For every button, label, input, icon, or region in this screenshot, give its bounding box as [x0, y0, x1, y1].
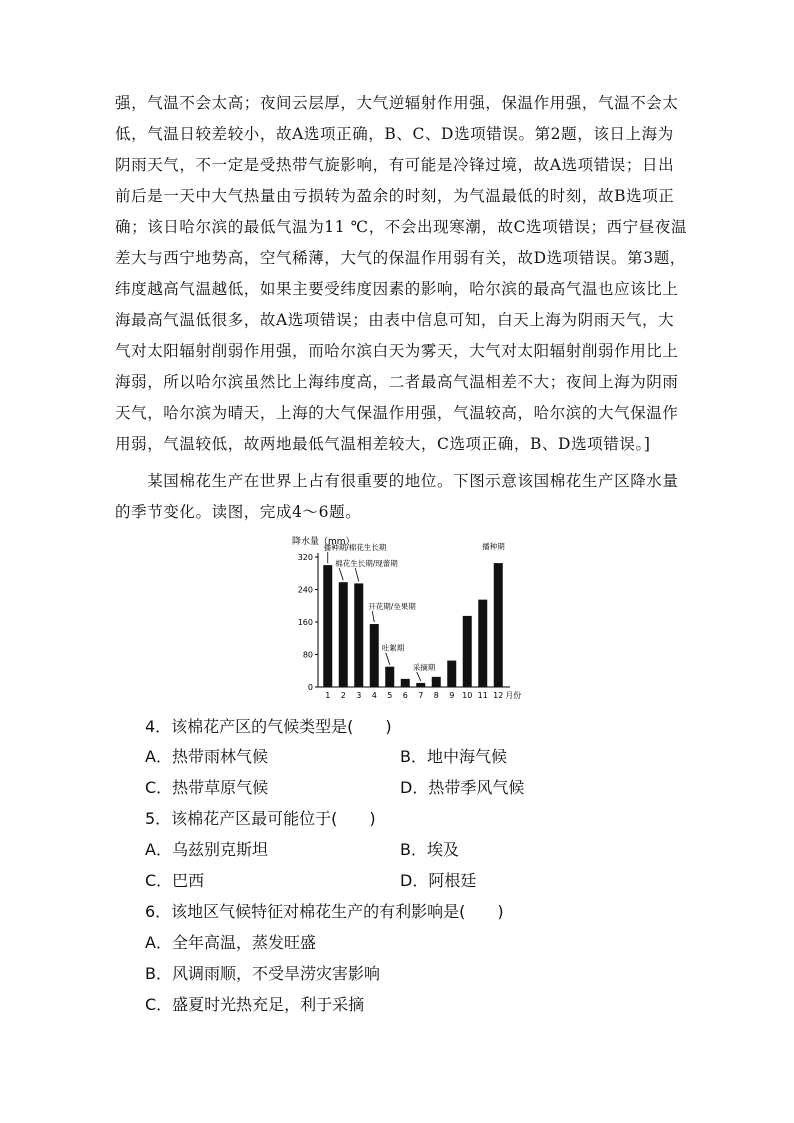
- x-tick-label: 9: [449, 691, 455, 700]
- text-line: 确；该日哈尔滨的最低气温为11 ℃，不会出现寒潮，故C选项错误；西宁昼夜温: [115, 218, 688, 236]
- annotation-arrow: [339, 568, 343, 580]
- x-tick-label: 6: [402, 691, 408, 700]
- precipitation-chart: [280, 532, 540, 704]
- text-line: 用弱，气温较低，故两地最低气温相差较大，C选项正确，B、D选项错误。]: [115, 435, 651, 453]
- annotation-label: 播种期/棉花生长期: [323, 543, 387, 553]
- q5-option-a[interactable]: A．乌兹别克斯坦: [145, 840, 268, 859]
- bar-month-7: [416, 683, 425, 687]
- q5-option-d[interactable]: D．阿根廷: [400, 871, 477, 890]
- q5-option-b[interactable]: B．埃及: [400, 840, 459, 859]
- x-tick-label: 7: [418, 691, 424, 700]
- annotation-label: 吐絮期: [381, 643, 405, 653]
- bar-month-4: [370, 624, 379, 687]
- q4-stem: 4．该棉花产区的气候类型是( ): [145, 717, 392, 736]
- annotation-arrow: [386, 653, 390, 665]
- x-axis-title: 月份: [505, 691, 522, 700]
- y-tick-label: 80: [302, 650, 313, 660]
- y-tick-label: 320: [297, 553, 313, 562]
- text-line: 差大与西宁地势高，空气稀薄，大气的保温作用弱有关，故D选项错误。第3题，: [115, 249, 686, 267]
- q5-option-c[interactable]: C．巴西: [145, 871, 205, 890]
- x-tick-label: 5: [387, 691, 393, 700]
- text-line: 纬度越高气温越低，如果主要受纬度因素的影响，哈尔滨的最高气温也应该比上: [115, 280, 679, 298]
- explanation-paragraph: [115, 88, 688, 460]
- y-tick-label: 240: [297, 585, 313, 595]
- text-line: 低，气温日较差较小，故A选项正确，B、C、D选项错误。第2题，该日上海为: [115, 125, 674, 143]
- q4-option-a[interactable]: A．热带雨林气候: [145, 747, 268, 766]
- bar-month-10: [463, 616, 472, 687]
- text-line: 海弱，所以哈尔滨虽然比上海纬度高，二者最高气温相差不大；夜间上海为阴雨: [115, 373, 679, 391]
- x-tick-label: 3: [356, 691, 362, 700]
- y-tick-label: 0: [307, 683, 313, 692]
- bar-month-6: [401, 679, 410, 687]
- x-tick-label: 2: [340, 691, 346, 700]
- bar-month-11: [478, 600, 487, 687]
- q6-option-b[interactable]: B．风调雨顺，不受旱涝灾害影响: [145, 964, 380, 983]
- text-line: 气对太阳辐射削弱作用强，而哈尔滨白天为雾天，大气对太阳辐射削弱作用比上: [115, 342, 679, 360]
- text-line: 的季节变化。读图，完成4～6题。: [115, 503, 362, 521]
- x-tick-label: 1: [325, 691, 331, 700]
- text-line: 天气，哈尔滨为晴天，上海的大气保温作用强，气温较高，哈尔滨的大气保温作: [115, 404, 679, 422]
- q5-stem: 5．该棉花产区最可能位于( ): [145, 809, 376, 828]
- x-tick-label: 8: [433, 691, 439, 700]
- annotation-arrow: [372, 611, 374, 622]
- q6-option-a[interactable]: A．全年高温，蒸发旺盛: [145, 933, 316, 952]
- annotation-label: 棉花生长期/现蕾期: [335, 559, 398, 569]
- q4-option-c[interactable]: C．热带草原气候: [145, 778, 269, 797]
- x-tick-label: 4: [371, 691, 377, 700]
- bar-month-1: [323, 565, 332, 687]
- text-line: 强，气温不会太高；夜间云层厚，大气逆辐射作用强，保温作用强，气温不会太: [115, 94, 679, 112]
- annotation-label: 采摘期: [412, 662, 436, 672]
- q6-stem: 6．该地区气候特征对棉花生产的有利影响是( ): [145, 902, 504, 921]
- bar-month-9: [447, 661, 456, 687]
- text-line: 某国棉花生产在世界上占有很重要的地位。下图示意该国棉花生产区降水量: [115, 472, 679, 490]
- x-tick-label: 10: [462, 691, 473, 700]
- q6-option-c[interactable]: C．盛夏时光热充足，利于采摘: [145, 995, 365, 1014]
- text-line: 前后是一天中大气热量由亏损转为盈余的时刻，为气温最低的时刻，故B选项正: [115, 187, 675, 205]
- annotation-label: 播种期: [482, 542, 505, 552]
- x-tick-label: 11: [477, 691, 488, 700]
- y-axis-title: 降水量（mm）: [292, 537, 355, 547]
- q4-option-d[interactable]: D．热带季风气候: [400, 778, 525, 797]
- bar-month-8: [432, 677, 441, 687]
- annotation-arrow: [355, 568, 359, 581]
- q4-option-b[interactable]: B．地中海气候: [400, 747, 507, 766]
- bar-month-5: [385, 667, 394, 687]
- text-line: 海最高气温低很多，故A选项错误；由表中信息可知，白天上海为阴雨天气，大: [115, 311, 675, 329]
- x-tick-label: 12: [493, 691, 504, 700]
- bar-month-2: [339, 582, 348, 687]
- y-tick-label: 160: [297, 618, 313, 627]
- bar-month-12: [494, 563, 503, 687]
- annotation-arrow: [417, 672, 421, 681]
- question-intro: [115, 466, 680, 528]
- bar-month-3: [354, 583, 363, 687]
- annotation-label: 开花期/坐果期: [368, 602, 416, 612]
- text-line: 阴雨天气，不一定是受热带气旋影响，有可能是冷锋过境，故A选项错误；日出: [115, 156, 675, 174]
